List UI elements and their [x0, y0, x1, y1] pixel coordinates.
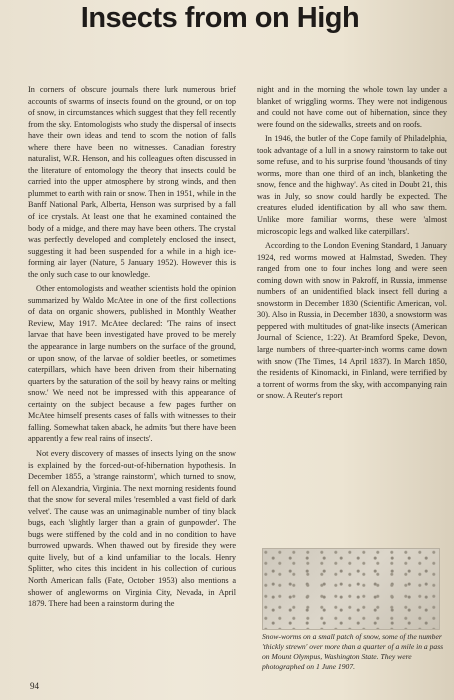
paragraph: night and in the morning the whole town lay under a blanket of wriggling worms. They were not indigenous and could not have come out of hibernation, since they were found on the sidewalks, streets and on roofs.: [257, 85, 447, 129]
snow-worms-photo: [262, 548, 440, 630]
page-title: Insects from on High: [80, 2, 360, 34]
paragraph: Other entomologists and weather scientists hold the opinion summarized by Waldo McAtee in one of the first collections of data on organic showers, published in Monthly Weather Review, May 1917. McAtee declared: 'The rains of insect larvae that have been investigated have proved to be merely the appearance in large numbers on the surface of the ground, or upon snow, of the larvae of soldier beetles, or sometimes caterpillars, which have been driven from their hibernating quarters by the saturation of the soil by heavy rains or melting snow.' We need not be impressed with this appearance of certainty on the subject because a few pages further on McAtee himself presents cases of falls with witnesses to their falling. Somewhat taken aback, he admits 'but there have been apparently a few real rains of insects'.: [28, 284, 236, 444]
paragraph: In corners of obscure journals there lurk numerous brief accounts of swarms of insects found on the ground, or on top of snow, in circumstances which suggest that they fell recently from the sky. Entomologists who study the dispersal of insects have their own ideas and tend to scorn the notion of falls where there have been no witnesses. Canadian forestry naturalist, W.R. Henson, and his colleagues often discussed in the literature of entomology the theory that insects could be carried into the upper atmosphere by strong winds, and then plummet to earth with rain or snow. Then in 1951, while in the Banff National Park, Alberta, Henson was surprised by a fall of ice crystals. At least one that he examined contained the body of a midge, and there may have been others. The crystal was perfectly developed and completely enclosed the insect, suggesting it had been suspended for a while in a high ice-forming air layer (Nature, 5 January 1952). However this is the only such case to our knowledge.: [28, 85, 236, 279]
photo-caption: Snow-worms on a small patch of snow, some of the number 'thickly strewn' over more than a quarter of a mile in a pass on Mount Olympus, Washington State. They were photographed on 1 June 1907.: [262, 632, 444, 671]
paragraph: Not every discovery of masses of insects lying on the snow is explained by the forced-out-of-hibernation hypothesis. In December 1855, a 'strange rainstorm', which turned to snow, fell on Alexandria, Virginia. The next morning residents found that the snow for several miles 'resembled a vast field of dark velvet'. The cause was an unimaginable number of tiny black bugs, each 'slightly larger than a grain of gunpowder'. The bugs were stiffened by the cold and in no condition to have burrowed upwards. When thawed out by fireside they were quite lively, but of a kind unfamiliar to the locals. Henry Splitter, who cites this incident in his collection of curious North American falls (Fate, October 1953) also mentions a shower of angleworms on Virginia City, Nevada, in April 1879. There had been a rainstorm during the: [28, 448, 236, 609]
page-number: 94: [30, 681, 39, 691]
paragraph: According to the London Evening Standard, 1 January 1924, red worms mowed at Halmstad, Sweden. They ranged from one to four inches long and were seen coming down with snow in Pakroff, in Russia, immense numbers of an unidentified black insect fell during a snowstorm in December 1830 (Scientific American, vol. 30). Also in Russia, in December 1830, a snowstorm was peppered with multitudes of gnat-like insects (American Journal of Science, 1:22). At Bramford Speke, Devon, large numbers of three-quarter-inch worms came down with snow (The Times, 14 April 1837). In March 1850, the residents of Kinomacki, in Finland, were terrified by a torrent of worms from the sky, with accompanying rain or snow. A Reuter's report: [257, 241, 447, 401]
paragraph: In 1946, the butler of the Cope family of Philadelphia, took advantage of a lull in a snowy rainstorm to take out some refuse, and to his surprise found 'thousands of tiny worms, more than one third of an inch, blanketing the snow, fence and the highway'. As cited in Doubt 21, this was in July, so snow could hardly be expected. The creatures eluded identification by all who saw them. Unlike more familiar worms, these were 'almost microscopic legs and walked like caterpillars'.: [257, 134, 447, 236]
left-column: [28, 84, 236, 613]
right-column: [257, 84, 447, 405]
